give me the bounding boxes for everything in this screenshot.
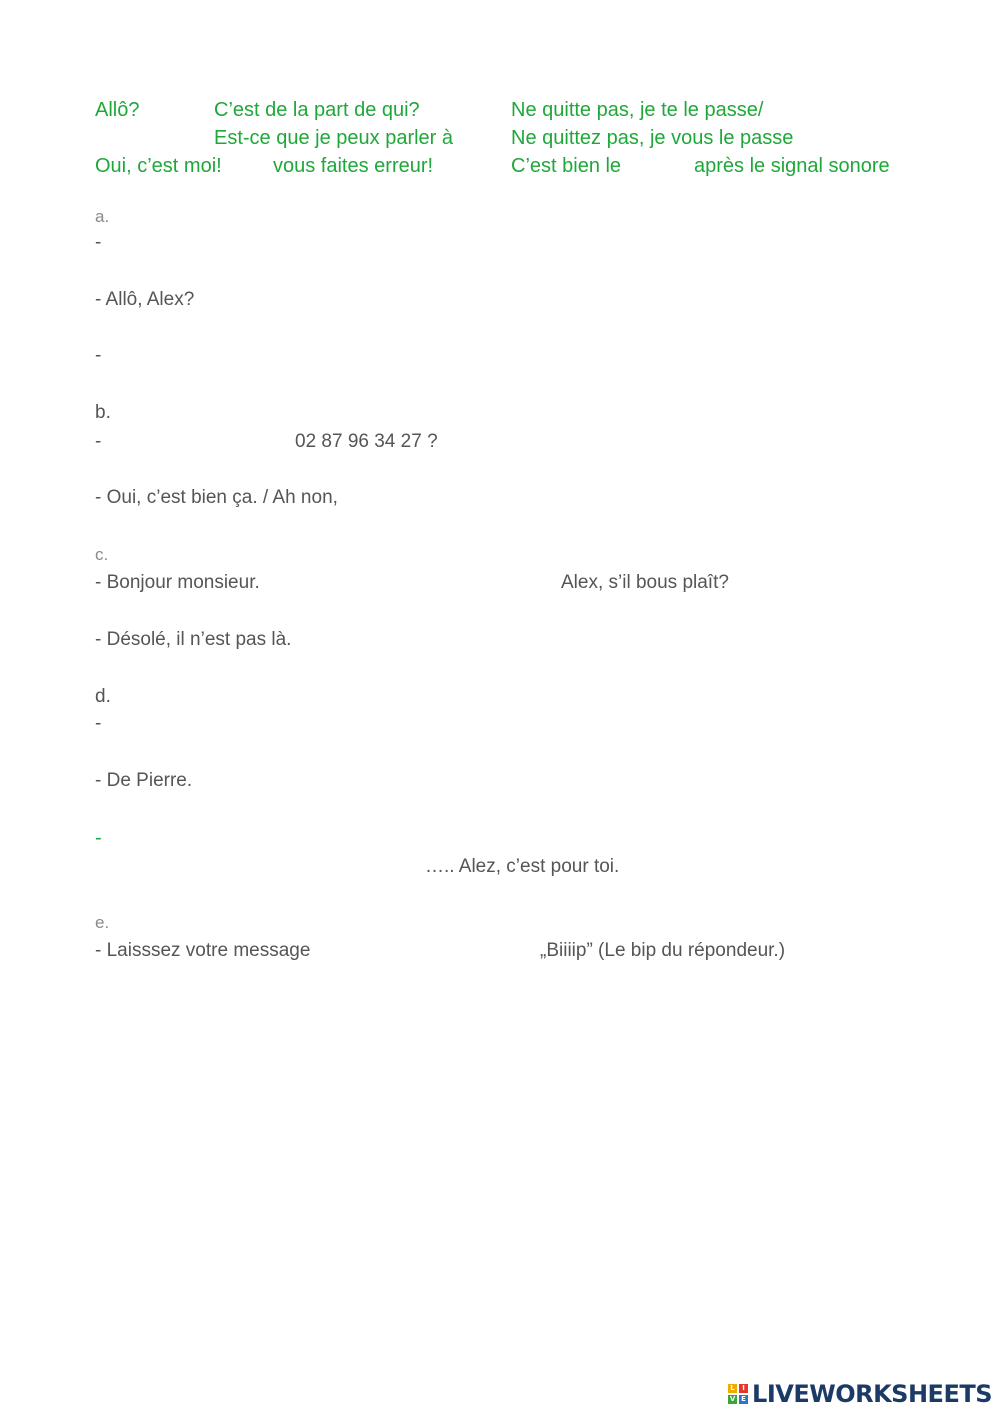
dialogue-line: - Désolé, il n’est pas là. xyxy=(95,629,292,650)
answer-field[interactable] xyxy=(110,853,422,881)
dialogue-line: ….. Alez, c’est pour toi. xyxy=(425,856,620,877)
logo-text: LIVEWORKSHEETS xyxy=(752,1380,992,1408)
word-bank-item: Ne quitte pas, je te le passe/ xyxy=(511,99,764,121)
dialogue-line: - Bonjour monsieur. xyxy=(95,572,260,593)
answer-field[interactable] xyxy=(110,824,532,852)
logo-tile: E xyxy=(739,1395,748,1404)
word-bank-item: Allô? xyxy=(95,99,140,121)
answer-field[interactable] xyxy=(110,710,532,738)
word-bank-item: Oui, c’est moi! xyxy=(95,155,222,177)
section-a-label: a. xyxy=(95,207,110,226)
answer-field[interactable] xyxy=(330,937,537,965)
dialogue-line: - xyxy=(95,827,102,849)
dialogue-line: Alex, s’il bous plaît? xyxy=(561,572,729,593)
word-bank-item: Est-ce que je peux parler à xyxy=(214,127,454,149)
liveworksheets-logo xyxy=(728,1381,992,1407)
phone-number: 02 87 96 34 27 ? xyxy=(295,431,438,452)
dialogue-line: - xyxy=(95,232,102,253)
word-bank-item: vous faites erreur! xyxy=(273,155,434,177)
logo-tile: I xyxy=(739,1384,748,1393)
answer-field[interactable] xyxy=(110,342,532,370)
logo-tile: L xyxy=(728,1384,737,1393)
word-bank-item: après le signal sonore xyxy=(694,155,890,177)
dialogue-line: - Allô, Alex? xyxy=(95,289,195,310)
word-bank-item: Ne quittez pas, je vous le passe xyxy=(511,127,794,149)
answer-field[interactable] xyxy=(283,569,557,597)
dialogue-line: „Biiiip” (Le bip du répondeur.) xyxy=(540,940,786,961)
dialogue-line: - De Pierre. xyxy=(95,770,193,791)
dialogue-line: - xyxy=(95,345,102,366)
dialogue-line: - Oui, c’est bien ça. / Ah non, xyxy=(95,487,338,508)
answer-field[interactable] xyxy=(110,428,292,456)
dialogue-line: - xyxy=(95,431,102,452)
answer-field[interactable] xyxy=(358,484,660,512)
section-d-label: d. xyxy=(95,686,111,707)
section-b-label: b. xyxy=(95,402,111,423)
section-c-label: c. xyxy=(95,545,109,564)
dialogue-line: - Laisssez votre message xyxy=(95,940,311,961)
dialogue-line: - xyxy=(95,713,102,734)
logo-tile: V xyxy=(729,1395,736,1403)
word-bank-item: C’est bien le xyxy=(511,155,622,177)
logo-tiles-icon xyxy=(728,1384,748,1404)
section-e-label: e. xyxy=(95,913,110,932)
answer-field[interactable] xyxy=(110,229,532,257)
word-bank-item: C’est de la part de qui? xyxy=(214,99,420,121)
